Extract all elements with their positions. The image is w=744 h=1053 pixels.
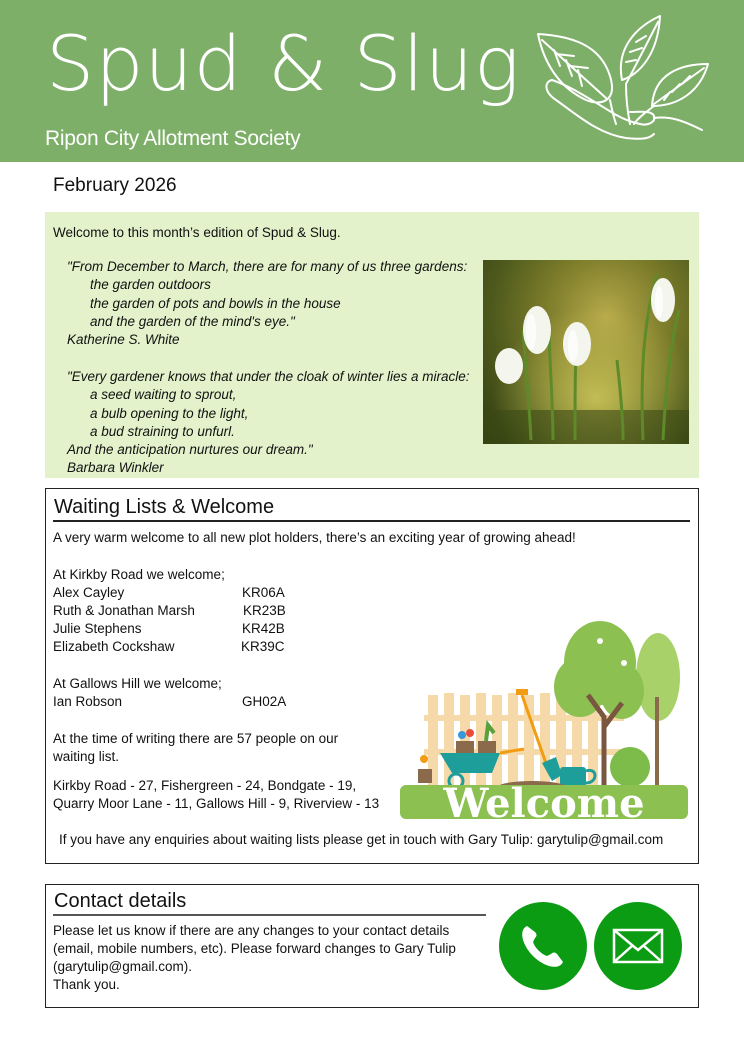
- member-row: [53, 602, 286, 620]
- plot-code: KR39C: [241, 639, 285, 654]
- contact-details-section: [45, 884, 699, 1008]
- member-name: Alex Cayley: [53, 585, 125, 600]
- contact-line: Thank you.: [53, 977, 120, 992]
- masthead: [0, 0, 744, 162]
- quote-line: the garden of pots and bowls in the house: [90, 295, 341, 311]
- plot-code: KR23B: [243, 603, 286, 618]
- waiting-count-line: At the time of writing there are 57 people on our: [53, 731, 339, 746]
- quote-line: And the anticipation nurtures our dream.": [67, 442, 313, 458]
- quote-katherine-white: [67, 258, 467, 349]
- garden-welcome-illustration: [400, 607, 690, 819]
- quote-author: Katherine S. White: [67, 332, 180, 348]
- quote-barbara-winkler: [67, 368, 469, 478]
- hand-holding-plant-icon: [530, 14, 710, 150]
- site-breakdown: Kirkby Road - 27, Fishergreen - 24, Bondgate - 19,: [53, 778, 357, 793]
- snowdrops-photo: [483, 260, 689, 444]
- section-divider: [53, 914, 486, 916]
- section-divider: [53, 520, 690, 522]
- quote-line: a bulb opening to the light,: [90, 405, 249, 421]
- quote-author: Barbara Winkler: [67, 460, 164, 476]
- plot-code: GH02A: [242, 694, 287, 709]
- welcome-banner-text: Welcome: [443, 780, 645, 819]
- newsletter-title: Spud & Slug: [46, 19, 521, 108]
- phone-icon[interactable]: [499, 902, 587, 990]
- quote-line: a bud straining to unfurl.: [90, 423, 235, 439]
- contact-line: (garytulip@gmail.com).: [53, 959, 192, 974]
- member-row: [53, 584, 285, 602]
- contact-line: (email, mobile numbers, etc). Please forward changes to Gary Tulip: [53, 941, 456, 956]
- waiting-count-line: waiting list.: [53, 749, 120, 764]
- kirkby-heading: At Kirkby Road we welcome;: [53, 567, 225, 582]
- intro-panel: [45, 212, 699, 478]
- member-name: Ian Robson: [53, 694, 123, 709]
- email-icon[interactable]: [594, 902, 682, 990]
- waiting-lists-section: [45, 488, 699, 864]
- quote-line: "Every gardener knows that under the cloak of winter lies a miracle:: [67, 369, 470, 384]
- plot-code: KR06A: [242, 585, 285, 600]
- welcome-text: Welcome to this month’s edition of Spud & Slug.: [53, 225, 341, 240]
- welcome-greeting: A very warm welcome to all new plot holders, there’s an exciting year of growing ahead!: [53, 530, 576, 545]
- enquiries-text: If you have any enquiries about waiting lists please get in touch with Gary Tulip: garytulip@gmail.com: [59, 832, 664, 847]
- plot-code: KR42B: [242, 621, 285, 636]
- site-breakdown: Quarry Moor Lane - 11, Gallows Hill - 9, Riverview - 13: [53, 796, 380, 811]
- section-title: Waiting Lists & Welcome: [54, 496, 275, 518]
- member-row: [53, 638, 285, 656]
- section-title: Contact details: [54, 890, 187, 912]
- contact-line: Please let us know if there are any changes to your contact details: [53, 923, 450, 938]
- member-row: [53, 620, 285, 638]
- member-name: Elizabeth Cockshaw: [53, 639, 175, 654]
- member-name: Ruth & Jonathan Marsh: [53, 603, 195, 618]
- newsletter-subtitle: Ripon City Allotment Society: [45, 127, 301, 150]
- quote-line: "From December to March, there are for many of us three gardens:: [67, 259, 468, 274]
- member-row: [53, 693, 287, 711]
- quote-line: a seed waiting to sprout,: [90, 387, 237, 403]
- gallows-heading: At Gallows Hill we welcome;: [53, 676, 222, 691]
- issue-date: February 2026: [53, 175, 177, 196]
- quote-line: and the garden of the mind's eye.": [90, 313, 295, 329]
- member-name: Julie Stephens: [53, 621, 142, 636]
- quote-line: the garden outdoors: [90, 277, 211, 293]
